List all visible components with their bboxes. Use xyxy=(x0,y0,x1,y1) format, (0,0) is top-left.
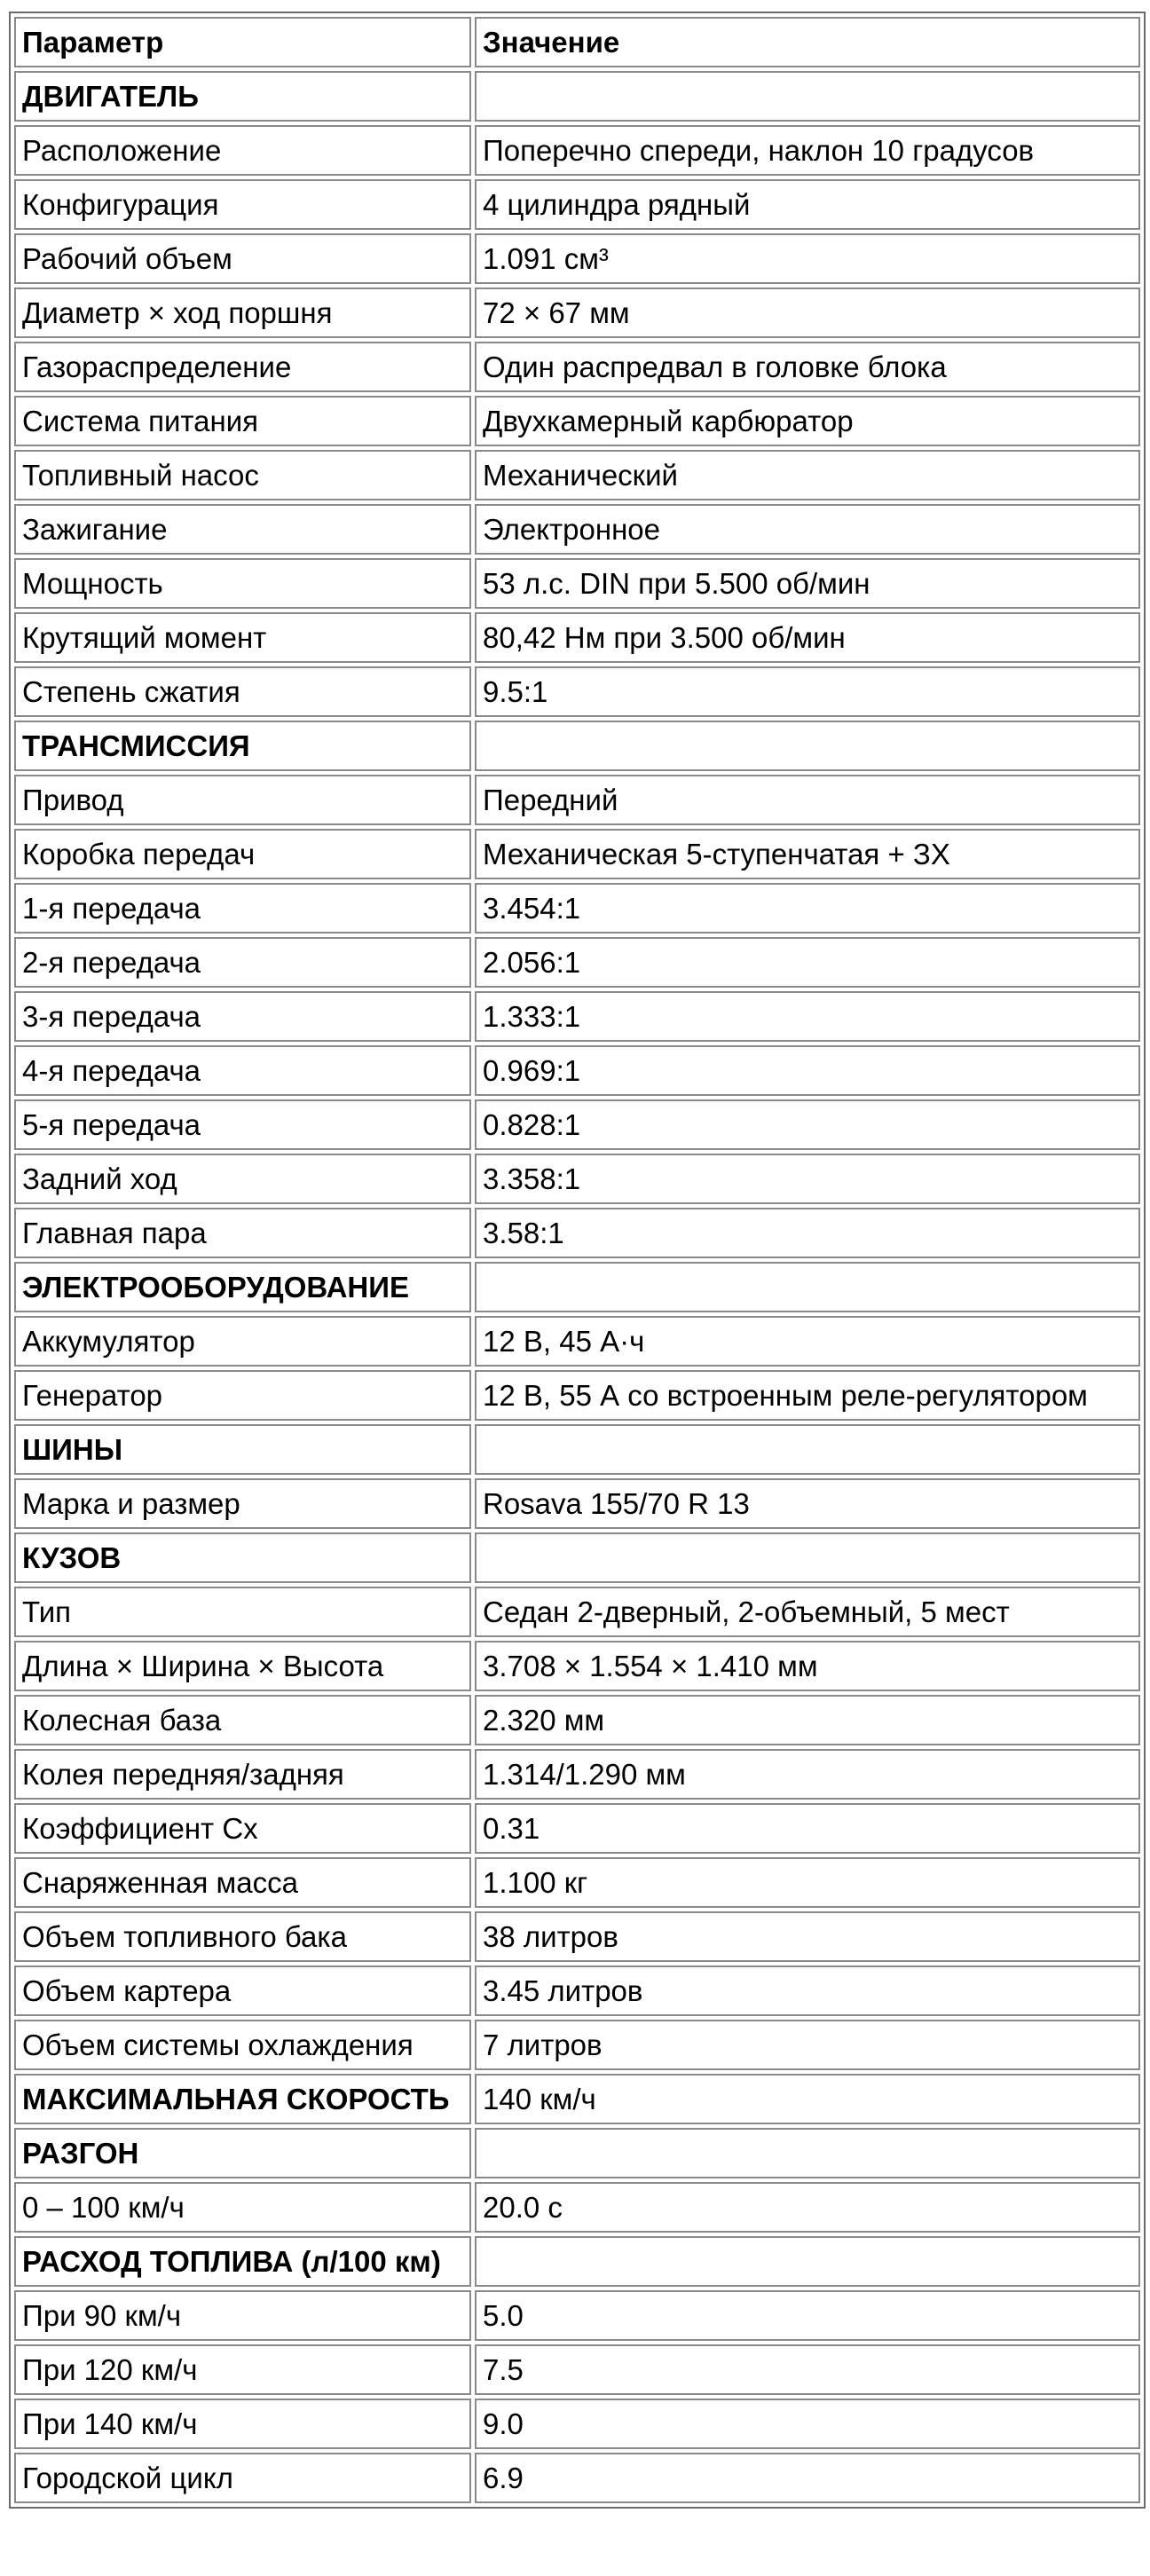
param-cell: 3-я передача xyxy=(14,991,471,1042)
value-cell: 1.091 см³ xyxy=(475,233,1140,284)
param-cell: 0 – 100 км/ч xyxy=(14,2182,471,2233)
value-cell: Механический xyxy=(475,450,1140,500)
value-cell: 12 В, 45 А·ч xyxy=(475,1316,1140,1367)
table-row xyxy=(14,1857,1140,1908)
value-cell xyxy=(475,1532,1140,1583)
param-cell: Объем топливного бака xyxy=(14,1911,471,1962)
value-cell: 53 л.с. DIN при 5.500 об/мин xyxy=(475,558,1140,609)
value-cell xyxy=(475,2128,1140,2178)
value-cell: 1.100 кг xyxy=(475,1857,1140,1908)
table-row xyxy=(14,612,1140,663)
param-cell: Коробка передач xyxy=(14,829,471,879)
param-cell: Диаметр × ход поршня xyxy=(14,288,471,338)
table-row xyxy=(14,558,1140,609)
table-row xyxy=(14,883,1140,934)
table-row xyxy=(14,233,1140,284)
param-cell: Колея передняя/задняя xyxy=(14,1749,471,1800)
table-row xyxy=(14,504,1140,555)
value-cell: 3.58:1 xyxy=(475,1208,1140,1258)
section-row xyxy=(14,1532,1140,1583)
table-row xyxy=(14,1099,1140,1150)
table-row xyxy=(14,2182,1140,2233)
param-cell: 1-я передача xyxy=(14,883,471,934)
table-row xyxy=(14,1478,1140,1529)
value-cell: 3.708 × 1.554 × 1.410 мм xyxy=(475,1641,1140,1691)
section-title: ТРАНСМИССИЯ xyxy=(14,721,471,771)
param-cell: Крутящий момент xyxy=(14,612,471,663)
value-cell: 38 литров xyxy=(475,1911,1140,1962)
table-row xyxy=(14,1695,1140,1745)
param-cell: 2-я передача xyxy=(14,937,471,988)
table-row xyxy=(14,2453,1140,2503)
section-title: ЭЛЕКТРООБОРУДОВАНИЕ xyxy=(14,1262,471,1312)
value-cell: 1.333:1 xyxy=(475,991,1140,1042)
section-title: РАСХОД ТОПЛИВА (л/100 км) xyxy=(14,2236,471,2287)
table-row xyxy=(14,775,1140,825)
table-body xyxy=(14,71,1140,2503)
table-row xyxy=(14,1803,1140,1854)
table-row xyxy=(14,1911,1140,1962)
value-cell: Передний xyxy=(475,775,1140,825)
value-cell: 4 цилиндра рядный xyxy=(475,179,1140,230)
value-cell: 20.0 с xyxy=(475,2182,1140,2233)
table-row xyxy=(14,1045,1140,1096)
value-cell: 2.056:1 xyxy=(475,937,1140,988)
param-cell: Аккумулятор xyxy=(14,1316,471,1367)
table-row xyxy=(14,342,1140,392)
param-cell: Городской цикл xyxy=(14,2453,471,2503)
param-cell: Рабочий объем xyxy=(14,233,471,284)
value-cell: 140 км/ч xyxy=(475,2074,1140,2124)
value-cell: 12 В, 55 А со встроенным реле-регулятором xyxy=(475,1370,1140,1421)
value-cell: Один распредвал в головке блока xyxy=(475,342,1140,392)
section-title: ДВИГАТЕЛЬ xyxy=(14,71,471,122)
value-cell: Механическая 5-ступенчатая + ЗХ xyxy=(475,829,1140,879)
table-header-row xyxy=(14,17,1140,67)
param-cell: Главная пара xyxy=(14,1208,471,1258)
param-cell: При 140 км/ч xyxy=(14,2399,471,2449)
value-cell: 5.0 xyxy=(475,2290,1140,2341)
param-cell: Газораспределение xyxy=(14,342,471,392)
param-cell: При 120 км/ч xyxy=(14,2344,471,2395)
section-row xyxy=(14,1424,1140,1475)
table-row xyxy=(14,179,1140,230)
table-row xyxy=(14,2020,1140,2070)
param-cell: Коэффициент Cx xyxy=(14,1803,471,1854)
param-cell: Тип xyxy=(14,1587,471,1637)
param-cell: Длина × Ширина × Высота xyxy=(14,1641,471,1691)
section-row xyxy=(14,2074,1140,2124)
table-row xyxy=(14,1965,1140,2016)
table-row xyxy=(14,1154,1140,1204)
value-cell xyxy=(475,1424,1140,1475)
param-cell: Зажигание xyxy=(14,504,471,555)
value-cell: Двухкамерный карбюратор xyxy=(475,396,1140,446)
table-row xyxy=(14,666,1140,717)
param-cell: Топливный насос xyxy=(14,450,471,500)
param-cell: Марка и размер xyxy=(14,1478,471,1529)
value-cell: 3.45 литров xyxy=(475,1965,1140,2016)
section-row xyxy=(14,1262,1140,1312)
value-cell: 0.969:1 xyxy=(475,1045,1140,1096)
param-cell: 4-я передача xyxy=(14,1045,471,1096)
param-cell: Снаряженная масса xyxy=(14,1857,471,1908)
section-title: ШИНЫ xyxy=(14,1424,471,1475)
value-cell: 72 × 67 мм xyxy=(475,288,1140,338)
spec-table xyxy=(9,12,1146,2509)
table-row xyxy=(14,1641,1140,1691)
table-row xyxy=(14,2290,1140,2341)
value-cell: 3.454:1 xyxy=(475,883,1140,934)
table-row xyxy=(14,1749,1140,1800)
table-row xyxy=(14,125,1140,176)
param-cell: Конфигурация xyxy=(14,179,471,230)
value-cell: 0.31 xyxy=(475,1803,1140,1854)
table-row xyxy=(14,937,1140,988)
value-cell: 2.320 мм xyxy=(475,1695,1140,1745)
table-row xyxy=(14,1370,1140,1421)
param-cell: Колесная база xyxy=(14,1695,471,1745)
value-cell: 7 литров xyxy=(475,2020,1140,2070)
table-row xyxy=(14,829,1140,879)
table-row xyxy=(14,396,1140,446)
param-cell: Объем системы охлаждения xyxy=(14,2020,471,2070)
value-cell: 7.5 xyxy=(475,2344,1140,2395)
section-title: КУЗОВ xyxy=(14,1532,471,1583)
value-cell: Электронное xyxy=(475,504,1140,555)
header-param: Параметр xyxy=(14,17,471,67)
param-cell: Расположение xyxy=(14,125,471,176)
section-row xyxy=(14,2236,1140,2287)
section-row xyxy=(14,721,1140,771)
value-cell: 6.9 xyxy=(475,2453,1140,2503)
value-cell: Поперечно спереди, наклон 10 градусов xyxy=(475,125,1140,176)
section-row xyxy=(14,71,1140,122)
value-cell: Седан 2-дверный, 2-объемный, 5 мест xyxy=(475,1587,1140,1637)
param-cell: Мощность xyxy=(14,558,471,609)
table-row xyxy=(14,2399,1140,2449)
value-cell: Rosava 155/70 R 13 xyxy=(475,1478,1140,1529)
value-cell xyxy=(475,2236,1140,2287)
table-row xyxy=(14,991,1140,1042)
value-cell: 9.0 xyxy=(475,2399,1140,2449)
param-cell: При 90 км/ч xyxy=(14,2290,471,2341)
value-cell: 9.5:1 xyxy=(475,666,1140,717)
table-row xyxy=(14,1316,1140,1367)
value-cell: 3.358:1 xyxy=(475,1154,1140,1204)
param-cell: Привод xyxy=(14,775,471,825)
section-row xyxy=(14,2128,1140,2178)
table-row xyxy=(14,1208,1140,1258)
table-row xyxy=(14,288,1140,338)
table-row xyxy=(14,450,1140,500)
param-cell: Задний ход xyxy=(14,1154,471,1204)
section-title: МАКСИМАЛЬНАЯ СКОРОСТЬ xyxy=(14,2074,471,2124)
value-cell: 0.828:1 xyxy=(475,1099,1140,1150)
section-title: РАЗГОН xyxy=(14,2128,471,2178)
value-cell xyxy=(475,1262,1140,1312)
table-row xyxy=(14,2344,1140,2395)
param-cell: 5-я передача xyxy=(14,1099,471,1150)
param-cell: Система питания xyxy=(14,396,471,446)
param-cell: Генератор xyxy=(14,1370,471,1421)
value-cell xyxy=(475,721,1140,771)
value-cell xyxy=(475,71,1140,122)
value-cell: 80,42 Нм при 3.500 об/мин xyxy=(475,612,1140,663)
param-cell: Степень сжатия xyxy=(14,666,471,717)
param-cell: Объем картера xyxy=(14,1965,471,2016)
header-value: Значение xyxy=(475,17,1140,67)
value-cell: 1.314/1.290 мм xyxy=(475,1749,1140,1800)
table-row xyxy=(14,1587,1140,1637)
